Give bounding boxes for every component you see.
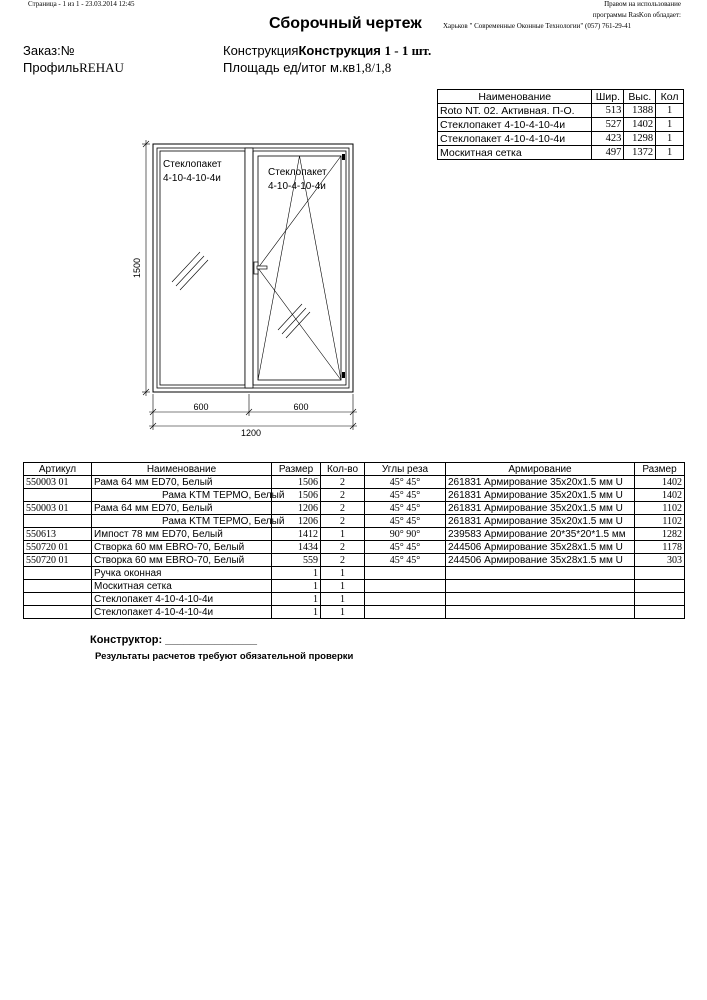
cell-size: 1506 [272,476,321,489]
cell-name: Импост 78 мм ED70, Белый [92,528,272,541]
cell-size: 1434 [272,541,321,554]
cell-article: 550720 01 [24,541,92,554]
cell-article [24,567,92,580]
cell-name: Москитная сетка [92,580,272,593]
height-dim-label: 1500 [132,257,142,279]
profile-line [23,60,124,76]
cell-angles [365,606,446,619]
cell-name: Рама 64 мм ED70, Белый [92,476,272,489]
cell-reinf-size: 1282 [635,528,685,541]
right-pane-label-2: 4-10-4-10-4и [268,181,326,192]
cell-qty: 2 [321,489,365,502]
cell-size: 1412 [272,528,321,541]
company-line: Харьков " Современные Оконные Технологии" (057) 761-29-41 [443,22,632,30]
cell-angles [365,593,446,606]
spec-cell-name: Москитная сетка [438,146,592,160]
cell-angles: 45° 45° [365,476,446,489]
cell-qty: 2 [321,502,365,515]
cell-angles [365,580,446,593]
hinge-bottom [342,372,345,378]
spec-row [438,118,684,132]
cell-name: Створка 60 мм EBRO-70, Белый [92,541,272,554]
cell-article [24,580,92,593]
spec-cell-width: 527 [592,118,624,132]
left-pane-label-1: Стеклопакет [163,159,222,170]
spec-row [438,104,684,118]
cell-reinf-size [635,567,685,580]
cutting-header-row [24,463,685,476]
header-name: Наименование [92,463,272,476]
cell-article [24,515,92,528]
cell-size: 1206 [272,515,321,528]
table-row [24,489,685,502]
construction-label: Конструкция [223,43,299,58]
cell-qty: 2 [321,554,365,567]
rights-line-2: программы RasKon обладает: [592,11,681,19]
cell-name: Стеклопакет 4-10-4-10-4и [92,606,272,619]
window-drawing [120,130,370,440]
cell-reinf-size [635,606,685,619]
cell-article [24,489,92,502]
construction-line [223,43,431,59]
cell-reinforcement [446,567,635,580]
cell-size: 1 [272,580,321,593]
cell-name: Рама 64 мм ED70, Белый [92,502,272,515]
spec-cell-qty: 1 [656,104,684,118]
hinge-top [342,154,345,160]
header-article: Артикул [24,463,92,476]
spec-cell-qty: 1 [656,146,684,160]
right-pane-label-1: Стеклопакет [268,167,327,178]
header-reinforcement: Армирование [446,463,635,476]
cell-reinforcement [446,606,635,619]
cell-name: Створка 60 мм EBRO-70, Белый [92,554,272,567]
cell-reinforcement: 244506 Армирование 35х28х1.5 мм U [446,554,635,567]
cell-article: 550613 [24,528,92,541]
table-row [24,502,685,515]
cell-article: 550003 01 [24,476,92,489]
cell-reinf-size: 1102 [635,515,685,528]
cell-name: Стеклопакет 4-10-4-10-4и [92,593,272,606]
spec-header-height: Выс. [624,90,656,104]
spec-header-name: Наименование [438,90,592,104]
cell-qty: 2 [321,515,365,528]
spec-cell-name: Roto NT. 02. Активная. П-О. [438,104,592,118]
cell-qty: 1 [321,606,365,619]
cell-name: Ручка оконная [92,567,272,580]
order-line [23,43,75,58]
cell-reinforcement: 261831 Армирование 35х20х1.5 мм U [446,489,635,502]
table-row [24,593,685,606]
page-title: Сборочный чертеж [269,15,422,32]
header-size: Размер [272,463,321,476]
cell-article [24,593,92,606]
header-reinf-size: Размер [635,463,685,476]
table-row [24,541,685,554]
handle-lever [257,266,267,269]
construction-value: Конструкция [298,43,381,58]
cell-reinf-size: 303 [635,554,685,567]
cell-reinforcement: 239583 Армирование 20*35*20*1.5 мм [446,528,635,541]
area-line [223,60,391,76]
cell-qty: 2 [321,476,365,489]
cell-angles: 90° 90° [365,528,446,541]
left-pane-label-2: 4-10-4-10-4и [163,173,221,184]
profile-value: REHAU [79,60,124,75]
cell-article: 550720 01 [24,554,92,567]
cell-reinf-size [635,593,685,606]
cell-qty: 1 [321,580,365,593]
table-row [24,554,685,567]
profile-label: Профиль [23,60,80,75]
cell-angles: 45° 45° [365,489,446,502]
cell-size: 1 [272,606,321,619]
header-angles: Углы реза [365,463,446,476]
cell-angles: 45° 45° [365,515,446,528]
cutting-table [23,462,685,619]
construction-qty: 1 - 1 шт. [384,43,432,58]
spec-header-width: Шир. [592,90,624,104]
cell-reinf-size: 1402 [635,476,685,489]
left-width-label: 600 [193,402,209,412]
spec-cell-name: Стеклопакет 4-10-4-10-4и [438,132,592,146]
cell-reinforcement [446,580,635,593]
impost [245,148,253,388]
cell-reinforcement: 261831 Армирование 35х20х1.5 мм U [446,515,635,528]
cell-angles: 45° 45° [365,554,446,567]
table-row [24,528,685,541]
cell-angles: 45° 45° [365,541,446,554]
spec-cell-qty: 1 [656,118,684,132]
spec-cell-height: 1388 [624,104,656,118]
spec-table [437,89,684,160]
area-value: 1,8/1,8 [355,60,392,75]
cell-angles: 45° 45° [365,502,446,515]
cell-article [24,606,92,619]
spec-cell-width: 497 [592,146,624,160]
cell-name: Рама KTM ТЕРМО, Белый [92,489,272,502]
spec-row [438,146,684,160]
spec-header-qty: Кол [656,90,684,104]
right-width-label: 600 [293,402,309,412]
cell-size: 1 [272,593,321,606]
cell-reinforcement: 244506 Армирование 35х28х1.5 мм U [446,541,635,554]
order-label: Заказ:№ [23,43,75,58]
cell-article: 550003 01 [24,502,92,515]
spec-cell-width: 513 [592,104,624,118]
table-row [24,606,685,619]
height-dimension [142,140,150,396]
cell-reinf-size: 1402 [635,489,685,502]
cell-reinforcement: 261831 Армирование 35х20х1.5 мм U [446,476,635,489]
table-row [24,580,685,593]
constructor-signature: Конструктор: _______________ [90,634,257,646]
table-row [24,515,685,528]
verification-note: Результаты расчетов требуют обязательной проверки [95,651,354,662]
cell-reinforcement: 261831 Армирование 35х20х1.5 мм U [446,502,635,515]
cell-name: Рама KTM ТЕРМО, Белый [92,515,272,528]
cell-qty: 2 [321,541,365,554]
cell-size: 1 [272,567,321,580]
spec-cell-height: 1298 [624,132,656,146]
cell-qty: 1 [321,593,365,606]
cell-qty: 1 [321,528,365,541]
total-width-label: 1200 [240,428,262,438]
spec-row [438,132,684,146]
header-qty: Кол-во [321,463,365,476]
spec-cell-name: Стеклопакет 4-10-4-10-4и [438,118,592,132]
page-info: Страница - 1 из 1 - 23.03.2014 12:45 [28,0,135,8]
cell-reinf-size: 1178 [635,541,685,554]
rights-line-1: Правом на использование [604,0,681,8]
spec-cell-height: 1372 [624,146,656,160]
table-row [24,567,685,580]
spec-cell-height: 1402 [624,118,656,132]
area-label: Площадь ед/итог м.кв [223,60,356,75]
width-dimensions [149,394,357,430]
cell-reinforcement [446,593,635,606]
cell-size: 559 [272,554,321,567]
cell-angles [365,567,446,580]
table-row [24,476,685,489]
cell-qty: 1 [321,567,365,580]
spec-cell-width: 423 [592,132,624,146]
cell-size: 1206 [272,502,321,515]
cell-size: 1506 [272,489,321,502]
spec-header-row [438,90,684,104]
cell-reinf-size [635,580,685,593]
cell-reinf-size: 1102 [635,502,685,515]
spec-cell-qty: 1 [656,132,684,146]
